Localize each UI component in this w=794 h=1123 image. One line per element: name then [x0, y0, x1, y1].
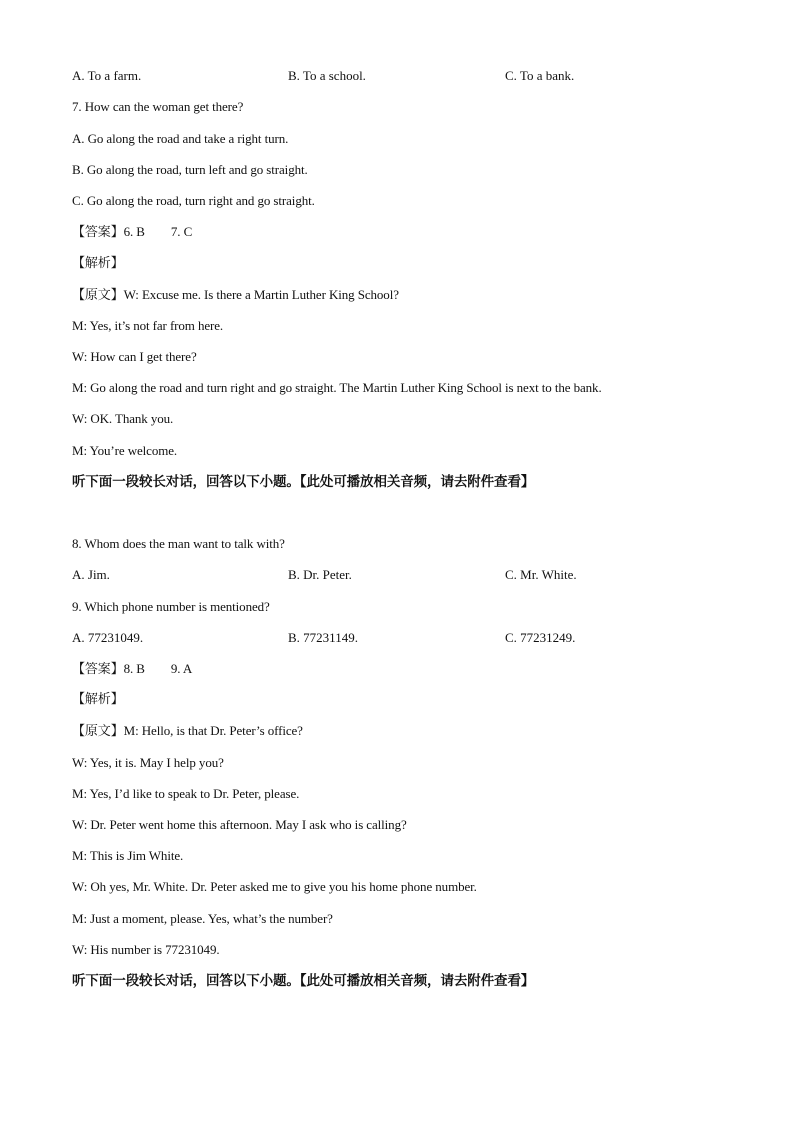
transcript-line	[72, 287, 399, 304]
dialogue-line: W: Dr. Peter went home this afternoon. May I ask who is calling?	[72, 817, 407, 832]
dialogue-line: W: His number is 77231049.	[72, 942, 220, 957]
analysis-label-2: 【解析】	[72, 692, 124, 707]
q8-option-c: C. Mr. White.	[505, 567, 577, 582]
answer-7: 7. C	[170, 224, 193, 239]
dialogue-line: M: Yes, I’d like to speak to Dr. Peter, please.	[72, 786, 300, 801]
listening-instruction: 听下面一段较长对话，回答以下小题。【此处可播放相关音频，请去附件查看】	[72, 973, 535, 989]
transcript-line	[72, 723, 303, 740]
q9-question: 9. Which phone number is mentioned?	[72, 599, 270, 614]
answer-9: 9. A	[170, 661, 193, 676]
dialogue-line: W: Excuse me. Is there a Martin Luther King School?	[123, 287, 399, 302]
dialogue-line: M: Just a moment, please. Yes, what’s the number?	[72, 911, 333, 926]
listening-instruction: 听下面一段较长对话，回答以下小题。【此处可播放相关音频，请去附件查看】	[72, 474, 535, 490]
dialogue-line: W: Oh yes, Mr. White. Dr. Peter asked me to give you his home phone number.	[72, 879, 477, 894]
answer-label: 【答案】	[72, 662, 124, 677]
original-label: 【原文】	[72, 724, 124, 739]
answer-8: 8. B	[123, 661, 145, 676]
q6-option-c: C. To a bank.	[505, 68, 575, 83]
dialogue-line: M: Go along the road and turn right and go straight. The Martin Luther King School is next to the bank.	[72, 380, 602, 395]
q7-option-b: B. Go along the road, turn left and go straight.	[72, 162, 308, 177]
dialogue-line: M: Hello, is that Dr. Peter’s office?	[123, 723, 303, 738]
q6-option-b: B. To a school.	[288, 68, 366, 83]
answer-6: 6. B	[123, 224, 145, 239]
answer-line-2	[72, 661, 192, 678]
q7-question: 7. How can the woman get there?	[72, 99, 244, 114]
q9-option-a: A. 77231049.	[72, 630, 144, 645]
q7-option-c: C. Go along the road, turn right and go straight.	[72, 193, 315, 208]
q7-option-a: A. Go along the road and take a right turn.	[72, 131, 289, 146]
original-label: 【原文】	[72, 288, 124, 303]
dialogue-line: W: How can I get there?	[72, 349, 197, 364]
q8-option-a: A. Jim.	[72, 567, 110, 582]
q9-option-b: B. 77231149.	[288, 630, 358, 645]
q8-question: 8. Whom does the man want to talk with?	[72, 536, 285, 551]
q9-option-c: C. 77231249.	[505, 630, 576, 645]
q6-option-a: A. To a farm.	[72, 68, 142, 83]
dialogue-line: M: Yes, it’s not far from here.	[72, 318, 224, 333]
answer-label: 【答案】	[72, 225, 124, 240]
dialogue-line: M: This is Jim White.	[72, 848, 184, 863]
dialogue-line: W: Yes, it is. May I help you?	[72, 755, 224, 770]
dialogue-line: M: You’re welcome.	[72, 443, 178, 458]
q8-option-b: B. Dr. Peter.	[288, 567, 352, 582]
dialogue-line: W: OK. Thank you.	[72, 411, 174, 426]
analysis-label-1: 【解析】	[72, 256, 124, 271]
answer-line-1	[72, 224, 192, 241]
